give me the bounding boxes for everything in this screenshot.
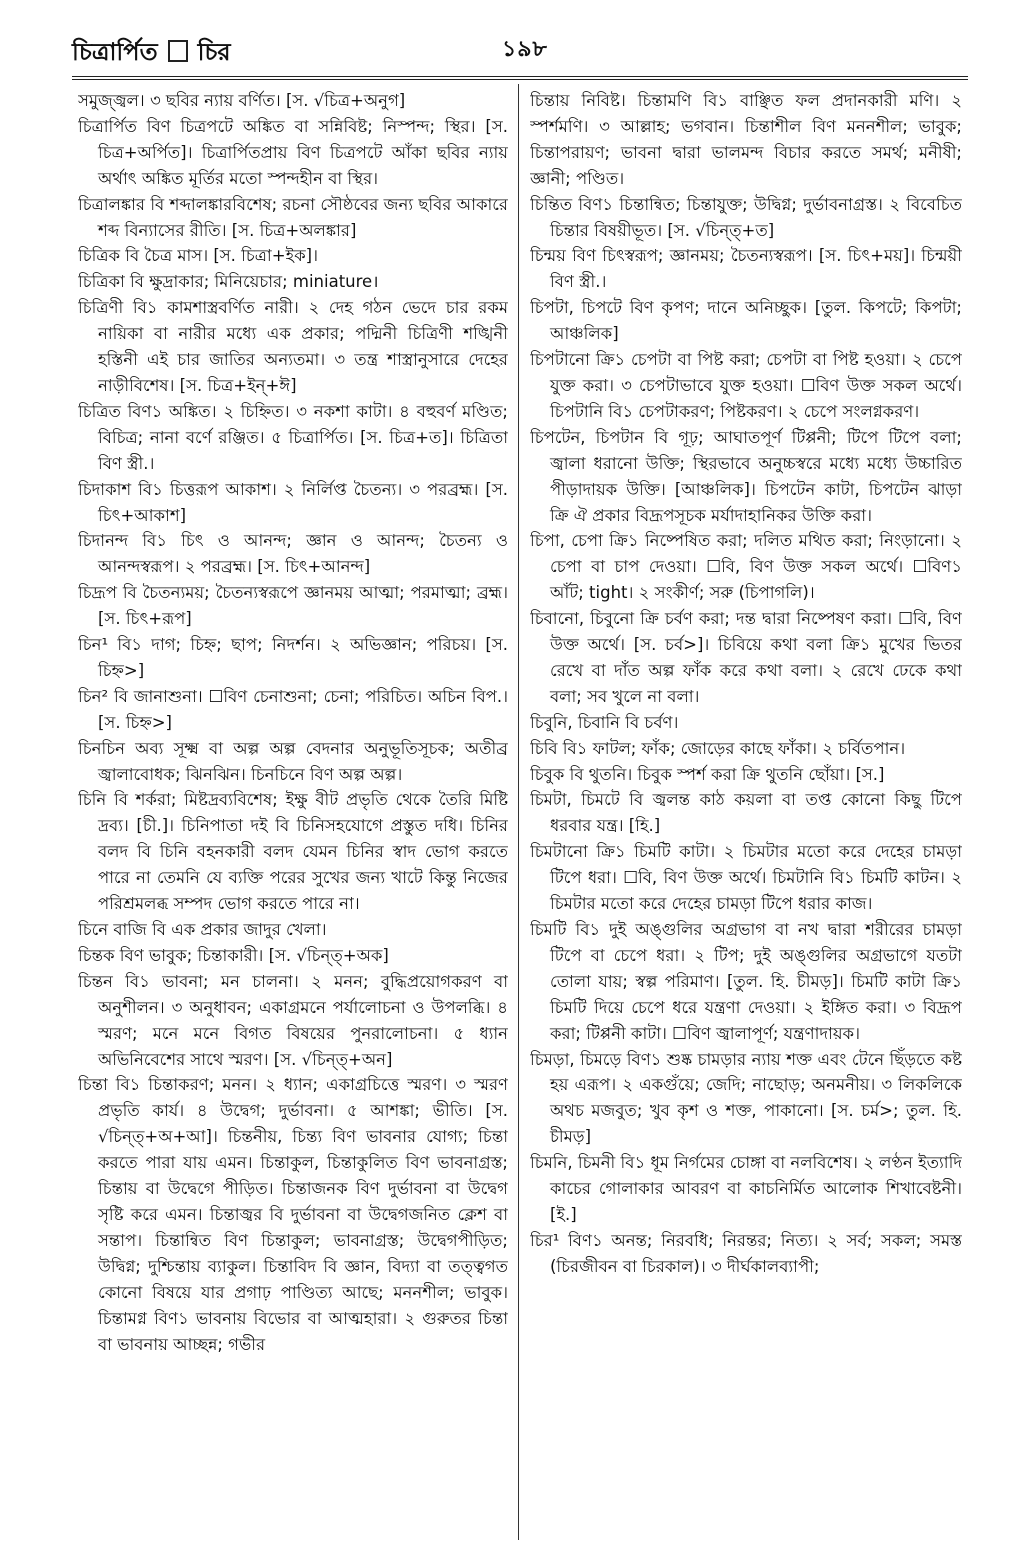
guide-word-first: চিত্রার্পিত bbox=[72, 38, 158, 66]
dictionary-entry: চিবুনি, চিবানি বি চর্বণ। bbox=[530, 712, 679, 732]
dictionary-entry: চিবুক বি থুতনি। চিবুক স্পর্শ করা ক্রি থুতনি ছোঁয়া। [স.] bbox=[530, 764, 885, 784]
dictionary-entry: সমুজ্জ্বল। ৩ ছবির ন্যায় বর্ণিত। [স. √চিত্র+অনুগ] bbox=[78, 91, 406, 110]
page-number: ১৯৮ bbox=[502, 37, 548, 62]
right-column bbox=[530, 88, 962, 1538]
left-column bbox=[78, 88, 508, 1538]
dictionary-entry: চিন্তা বি১ চিন্তাকরণ; মনন। ২ ধ্যান; একাগ্রচিত্তে স্মরণ। ৩ স্মরণ প্রভৃতি কার্য। ৪ উদ্বেগ; দুর্ভাবনা। ৫ আশঙ্কা; ভীতি। [স. √চিন্ত্‌+অ+আ]। চিন্তনীয়, চিন্ত্য বিণ ভাবনার যোগ্য; চিন্তা করতে পারা যায় এমন। চিন্তাকুল, চিন্তাকুলিত বিণ ভাবনাগ্রস্ত; চিন্তায় বা উদ্বেগে পীড়িত। চিন্তাজনক বিণ দুর্ভাবনা বা উদ্বেগ সৃষ্টি করে এমন। চিন্তাজ্বর বি দুর্ভাবনা বা উদ্বেগজনিত ক্লেশ বা সন্তাপ। চিন্তান্বিত বিণ চিন্তাকুল; ভাবনাগ্রস্ত; উদ্বেগপীড়িত; উদ্বিগ্ন; দুশ্চিন্তায় ব্যাকুল। চিন্তাবিদ বি জ্ঞান, বিদ্যা বা তত্ত্বগত কোনো বিষয়ে যার প্রগাঢ় পাণ্ডিত্য আছে; মননশীল; ভাবুক। চিন্তামগ্ন বিণ১ ভাবনায় বিভোর বা আত্মহারা। ২ গুরুতর চিন্তা বা ভাবনায় আচ্ছন্ন; গভীর bbox=[78, 1075, 508, 1354]
guide-word-last: চির bbox=[197, 38, 231, 66]
guide-words bbox=[72, 34, 231, 74]
dictionary-entry: চিন¹ বি১ দাগ; চিহ্ন; ছাপ; নিদর্শন। ২ অভিজ্ঞান; পরিচয়। [স. চিহ্ন>] bbox=[78, 635, 508, 680]
dictionary-entry: চিপটা, চিপটে বিণ কৃপণ; দানে অনিচ্ছুক। [তুল. কিপটে; কিপটা; আঞ্চলিক] bbox=[530, 298, 962, 344]
dictionary-entry: চিন্তন বি১ ভাবনা; মন চালনা। ২ মনন; বুদ্ধিপ্রয়োগকরণ বা অনুশীলন। ৩ অনুধাবন; একাগ্রমনে পর্যালোচনা ও উপলব্ধি। ৪ স্মরণ; মনে মনে বিগত বিষয়ের পুনরালোচনা। ৫ ধ্যান অভিনিবেশের সাথে স্মরণ। [স. √চিন্ত্‌+অন] bbox=[78, 971, 508, 1069]
dictionary-entry: চিত্রালঙ্কার বি শব্দালঙ্কারবিশেষ; রচনা সৌষ্ঠবের জন্য ছবির আকারে শব্দ বিন্যাসের রীতি। [স. চিত্র+অলঙ্কার] bbox=[78, 194, 508, 240]
dictionary-entry: চিমটা, চিমটে বি জ্বলন্ত কাঠ কয়লা বা তপ্ত কোনো কিছু টিপে ধরবার যন্ত্র। [হি.] bbox=[530, 790, 962, 836]
dictionary-entry: চিদাকাশ বি১ চিত্তরূপ আকাশ। ২ নির্লিপ্ত চৈতন্য। ৩ পরব্রহ্ম। [স. চিৎ+আকাশ] bbox=[78, 479, 508, 525]
dictionary-entry: চিত্রিক বি চৈত্র মাস। [স. চিত্রা+ইক]। bbox=[78, 246, 318, 266]
dictionary-entry: চিমটি বি১ দুই অঙ্গুলির অগ্রভাগ বা নখ দ্বারা শরীরের চামড়া টিপে বা চেপে ধরা। ২ টিপ; দুই অঙ্গুলির অগ্রভাগে যতটা তোলা যায়; স্বল্প পরিমাণ। [তুল. হি. চীমড়]। চিমটি কাটা ক্রি১ চিমটি দিয়ে চেপে ধরে যন্ত্রণা দেওয়া। ২ ইঙ্গিত করা। ৩ বিদ্রূপ করা; টিপ্পনী কাটা। ☐বিণ জ্বালাপূর্ণ; যন্ত্রণাদায়ক। bbox=[530, 920, 962, 1043]
dictionary-entry: চিন² বি জানাশুনা। ☐বিণ চেনাশুনা; চেনা; পরিচিত। অচিন বিপ.। [স. চিহ্ন>] bbox=[78, 686, 508, 732]
dictionary-entry: চিত্রিকা বি ক্ষুদ্রাকার; মিনিয়েচার; miniature। bbox=[78, 272, 379, 292]
dictionary-entry: চিন্তক বিণ ভাবুক; চিন্তাকারী। [স. √চিন্ত্‌+অক] bbox=[78, 945, 389, 965]
dictionary-entry: চিমটানো ক্রি১ চিমটি কাটা। ২ চিমটার মতো করে দেহের চামড়া টিপে ধরা। ☐বি, বিণ উক্ত অর্থে। চিমটানি বি১ চিমটি কাটন। ২ চিমটার মতো করে দেহের চামড়া টিপে ধরার কাজ। bbox=[530, 842, 962, 914]
dictionary-entry: চিবি বি১ ফাটল; ফাঁক; জোড়ের কাছে ফাঁকা। ২ চর্বিতপান। bbox=[530, 738, 906, 758]
separator-box-icon bbox=[168, 40, 188, 62]
column-divider bbox=[518, 84, 519, 1540]
header-divider bbox=[72, 76, 968, 80]
dictionary-entry: চিপটানো ক্রি১ চেপটা বা পিষ্ট করা; চেপটা বা পিষ্ট হওয়া। ২ চেপে যুক্ত করা। ৩ চেপটাভাবে যুক্ত হওয়া। ☐বিণ উক্ত সকল অর্থে। চিপটানি বি১ চেপটাকরণ; পিষ্টকরণ। ২ চেপে সংলগ্নকরণ। bbox=[530, 350, 962, 421]
dictionary-entry: চিদ্রূপ বি চৈতন্যময়; চৈতন্যস্বরূপে জ্ঞানময় আত্মা; পরমাত্মা; ব্রহ্ম। [স. চিৎ+রূপ] bbox=[78, 583, 508, 629]
dictionary-entry: চিমনি, চিমনী বি১ ধূম নির্গমের চোঙ্গা বা নলবিশেষ। ২ লণ্ঠন ইত্যাদি কাচের গোলাকার আবরণ বা কাচনির্মিত আলোক শিখাবেষ্টনী। [ই.] bbox=[530, 1153, 962, 1224]
dictionary-entry: চিত্রিণী বি১ কামশাস্ত্রবর্ণিত নারী। ২ দেহ গঠন ভেদে চার রকম নায়িকা বা নারীর মধ্যে এক প্রকার; পদ্মিনী চিত্রিণী শঙ্খিনী হস্তিনী এই চার জাতির অন্যতমা। ৩ তন্ত্র শাস্ত্রানুসারে দেহের নাড়ীবিশেষ। [স. চিত্র+ইন্‌+ঈ] bbox=[78, 298, 508, 395]
dictionary-entry: চিপা, চেপা ক্রি১ নিষ্পেষিত করা; দলিত মথিত করা; নিংড়ানো। ২ চেপা বা চাপ দেওয়া। ☐বি, বিণ উক্ত সকল অর্থে। ☐বিণ১ আঁট; tight। ২ সংকীর্ণ; সরু (চিপাগলি)। bbox=[530, 531, 962, 603]
dictionary-entry: চিন্তায় নিবিষ্ট। চিন্তামণি বি১ বাঞ্ছিত ফল প্রদানকারী মণি। ২ স্পর্শমণি। ৩ আল্লাহ; ভগবান। চিন্তাশীল বিণ মননশীল; ভাবুক; চিন্তাপরায়ণ; ভাবনা দ্বারা ভালমন্দ বিচার করতে সমর্থ; মনীষী; জ্ঞানী; পণ্ডিত। bbox=[530, 91, 962, 188]
dictionary-entry: চিন্ময় বিণ চিৎস্বরূপ; জ্ঞানময়; চৈতন্যস্বরূপ। [স. চিৎ+ময়]। চিন্ময়ী বিণ স্ত্রী.। bbox=[530, 246, 962, 292]
dictionary-entry: চিমড়া, চিমড়ে বিণ১ শুষ্ক চামড়ার ন্যায় শক্ত এবং টেনে ছিঁড়তে কষ্ট হয় এরূপ। ২ একগুঁয়ে; জেদি; নাছোড়; অনমনীয়। ৩ লিকলিকে অথচ মজবুত; খুব কৃশ ও শক্ত, পাকানো। [স. চর্ম>; তুল. হি. চীমড়] bbox=[530, 1049, 962, 1147]
dictionary-entry: চিত্রার্পিত বিণ চিত্রপটে অঙ্কিত বা সন্নিবিষ্ট; নিস্পন্দ; স্থির। [স. চিত্র+অর্পিত]। চিত্রার্পিতপ্রায় বিণ চিত্রপটে আঁকা ছবির ন্যায় অর্থাৎ অঙ্কিত মূর্তির মতো স্পন্দহীন বা স্থির। bbox=[78, 116, 508, 188]
dictionary-entry: চিনি বি শর্করা; মিষ্টদ্রব্যবিশেষ; ইক্ষু বীট প্রভৃতি থেকে তৈরি মিষ্টি দ্রব্য। [চী.]। চিনিপাতা দই বি চিনিসহযোগে প্রস্তুত দধি। চিনির বলদ বি চিনি বহনকারী বলদ যেমন চিনির স্বাদ ভোগ করতে পারে না তেমনি যে ব্যক্তি পরের সুখের জন্য খাটে কিন্তু নিজের পরিশ্রমলব্ধ সম্পদ ভোগ করতে পারে না। bbox=[78, 790, 508, 914]
page-header bbox=[72, 30, 964, 74]
dictionary-entry: চিদানন্দ বি১ চিৎ ও আনন্দ; জ্ঞান ও আনন্দ; চৈতন্য ও আনন্দস্বরূপ। ২ পরব্রহ্ম। [স. চিৎ+আনন্দ] bbox=[78, 531, 508, 577]
dictionary-entry: চিন্তিত বিণ১ চিন্তান্বিত; চিন্তাযুক্ত; উদ্বিগ্ন; দুর্ভাবনাগ্রস্ত। ২ বিবেচিত চিন্তার বিষয়ীভূত। [স. √চিন্ত্‌+ত] bbox=[530, 194, 962, 240]
dictionary-entry: চিনে বাজি বি এক প্রকার জাদুর খেলা। bbox=[78, 920, 327, 939]
dictionary-entry: চিবানো, চিবুনো ক্রি চর্বণ করা; দন্ত দ্বারা নিষ্পেষণ করা। ☐বি, বিণ উক্ত অর্থে। [স. চর্ব>]। চিবিয়ে কথা বলা ক্রি১ মুখের ভিতর রেখে বা দাঁত অল্প ফাঁক করে কথা বলা। ২ রেখে ঢেকে কথা বলা; সব খুলে না বলা। bbox=[530, 609, 962, 706]
dictionary-entry: চিনচিন অব্য সূক্ষ্ম বা অল্প অল্প বেদনার অনুভূতিসূচক; অতীব্র জ্বালাবোধক; ঝিনঝিন। চিনচিনে বিণ অল্প অল্প। bbox=[78, 738, 508, 784]
dictionary-entry: চিপটেন, চিপটান বি গূঢ়; আঘাতপূর্ণ টিপ্পনী; টিপে টিপে বলা; জ্বালা ধরানো উক্তি; স্থিরভাবে অনুচ্চস্বরে মধ্যে মধ্যে উচ্চারিত পীড়াদায়ক উক্তি। [আঞ্চলিক]। চিপটেন কাটা, চিপটেন ঝাড়া ক্রি ঐ প্রকার বিদ্রূপসূচক মর্যাদাহানিকর উক্তি করা। bbox=[530, 427, 962, 525]
dictionary-entry: চিত্রিত বিণ১ অঙ্কিত। ২ চিহ্নিত। ৩ নকশা কাটা। ৪ বহুবর্ণ মণ্ডিত; বিচিত্র; নানা বর্ণে রঞ্জিত। ৫ চিত্রার্পিত। [স. চিত্র+ত]। চিত্রিতা বিণ স্ত্রী.। bbox=[78, 401, 508, 473]
dictionary-entry: চির¹ বিণ১ অনন্ত; নিরবধি; নিরন্তর; নিত্য। ২ সর্ব; সকল; সমস্ত (চিরজীবন বা চিরকাল)। ৩ দীর্ঘকালব্যাপী; bbox=[530, 1230, 962, 1276]
